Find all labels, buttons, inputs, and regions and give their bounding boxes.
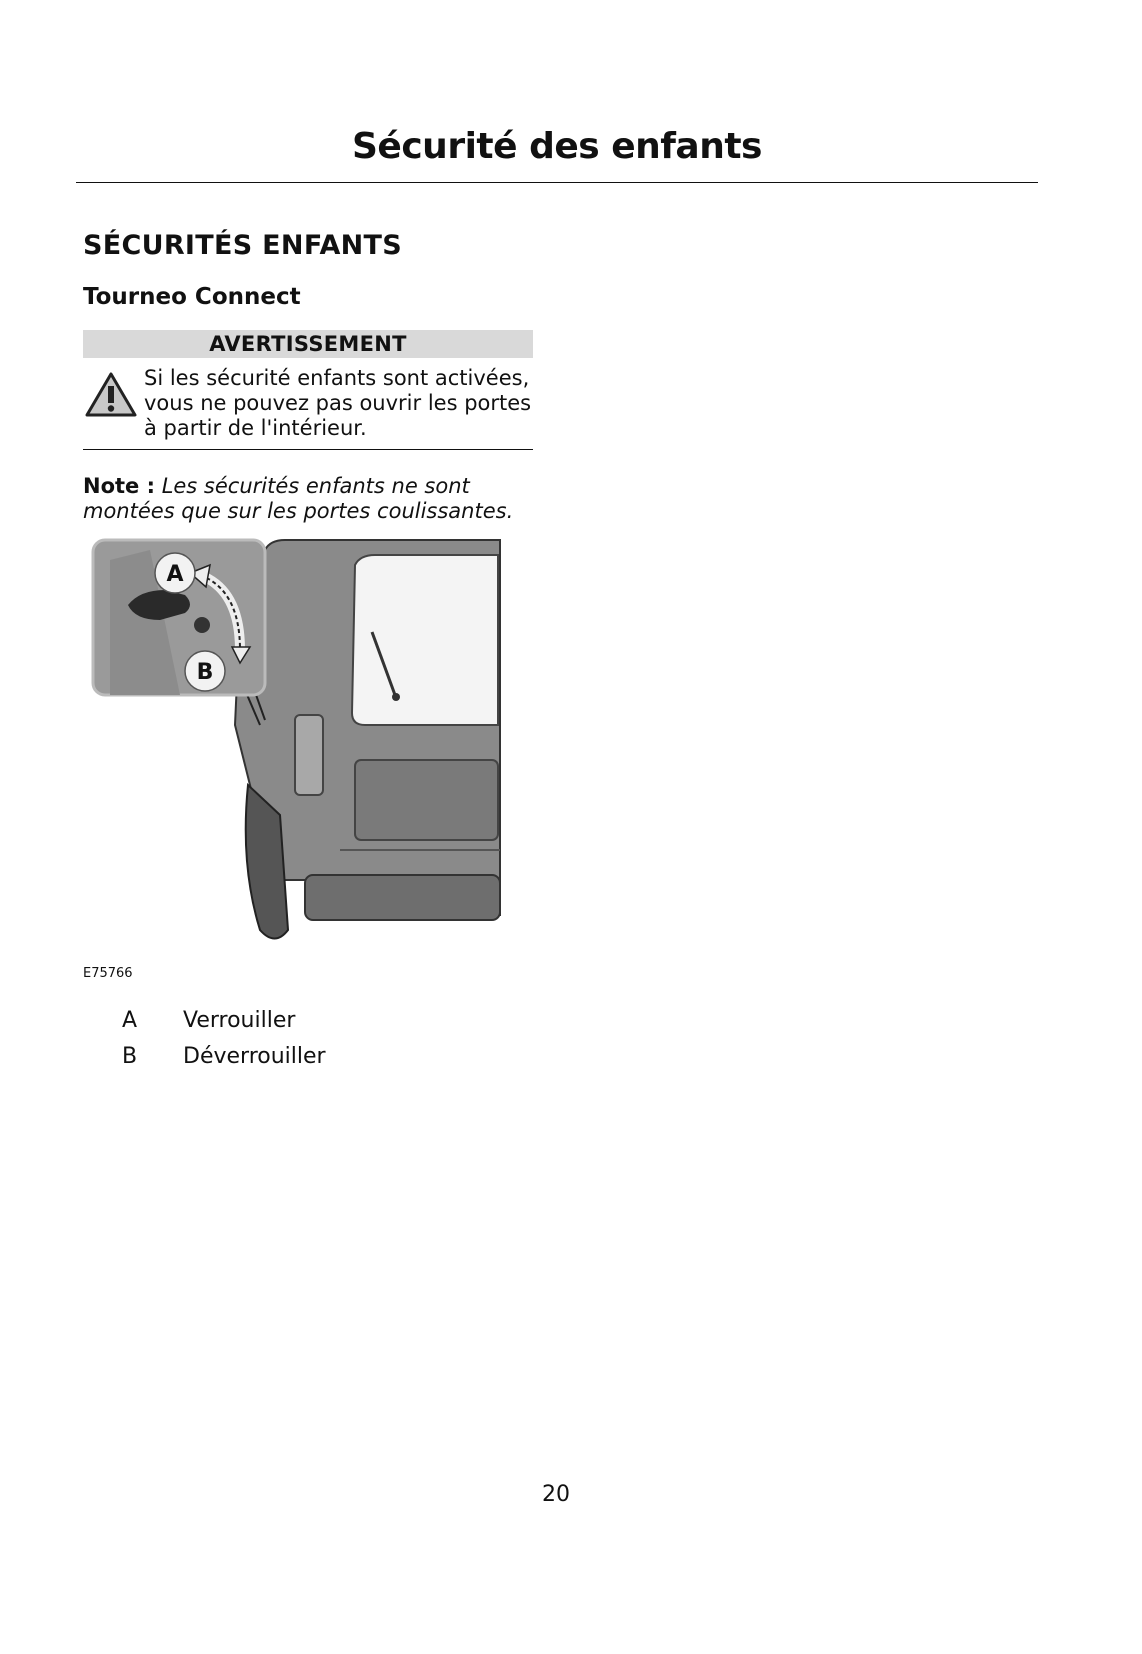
warning-triangle-icon <box>83 370 139 420</box>
note-label: Note : <box>83 474 155 498</box>
figure-code: E75766 <box>83 966 133 981</box>
legend-key: A <box>122 1008 138 1033</box>
van-tail-light <box>295 715 323 795</box>
warning-divider <box>83 449 533 450</box>
warning-text: Si les sécurité enfants sont activées, vous ne pouvez pas ouvrir les portes à partir de l'intérieur. <box>144 366 532 440</box>
page-title: Sécurité des enfants <box>352 126 762 167</box>
warning-label: AVERTISSEMENT <box>83 330 533 358</box>
van-bumper <box>305 875 500 920</box>
note <box>83 474 533 524</box>
van-plate-recess <box>355 760 498 840</box>
note-text: Les sécurités enfants ne sont montées que sur les portes coulissantes. <box>83 474 514 523</box>
legend-key: B <box>122 1044 138 1069</box>
callout-a: A <box>166 562 184 587</box>
model-subheading: Tourneo Connect <box>83 284 301 310</box>
page-number: 20 <box>542 1482 570 1507</box>
callout-b: B <box>196 660 214 685</box>
section-heading: SÉCURITÉS ENFANTS <box>83 230 403 261</box>
legend-value: Verrouiller <box>183 1008 296 1033</box>
title-divider <box>76 182 1038 183</box>
legend-value: Déverrouiller <box>183 1044 326 1069</box>
child-lock-illustration <box>90 535 510 973</box>
